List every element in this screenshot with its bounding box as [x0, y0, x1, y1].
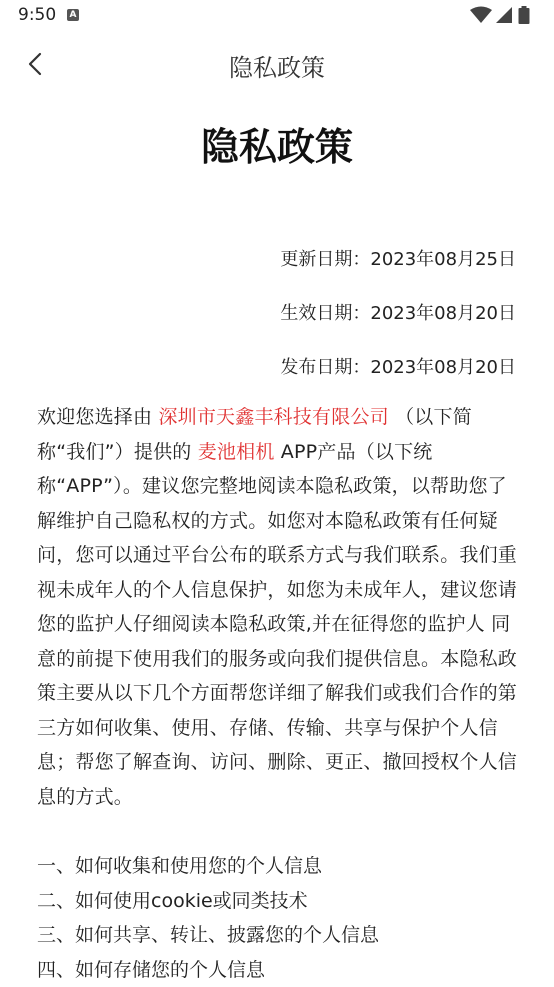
company-name-link[interactable]: 深圳市天鑫丰科技有限公司: [158, 406, 388, 428]
toc-item: 四、如何存储您的个人信息: [37, 953, 519, 987]
app-bar-title: 隐私政策: [0, 48, 554, 83]
intro-paragraph: [37, 400, 519, 814]
status-time: 9:50: [18, 5, 56, 25]
effective-date: 生效日期：2023年08月20日: [280, 299, 516, 325]
status-icons: [470, 6, 540, 24]
intro-text-part1: 欢迎您选择由: [37, 406, 158, 428]
battery-icon: [518, 6, 530, 24]
published-date: 发布日期：2023年08月20日: [280, 353, 516, 379]
status-bar: [0, 0, 554, 32]
wifi-icon: [470, 6, 492, 24]
toc-item: 二、如何使用cookie或同类技术: [37, 884, 519, 919]
updated-date: 更新日期：2023年08月25日: [280, 245, 516, 271]
app-bar: [0, 38, 554, 90]
signal-icon: [495, 6, 513, 24]
app-name-link[interactable]: 麦池相机: [198, 441, 275, 463]
table-of-contents: [37, 849, 519, 987]
document-title: 隐私政策: [0, 116, 554, 171]
toc-item: 三、如何共享、转让、披露您的个人信息: [37, 918, 519, 953]
accessibility-a-icon: A: [67, 9, 79, 21]
intro-text-part3: APP产品（以下统称“APP”）。建议您完整地阅读本隐私政策，以帮助您了解维护自己隐私权的方式。如您对本隐私政策有任何疑问，您可以通过平台公布的联系方式与我们联系。我们重视未成年人的个人信息保护，如您为未成年人，建议您请您的监护人仔细阅读本隐私政策,并在征得您的监护人 同意的前提下使用我们的服务或向我们提供信息。本隐私政策主要从以下几个方面帮您详细了解我们或我们合作的第三方如何收集、使用、存储、传输、共享与保护个人信息；帮您了解查询、访问、删除、更正、撤回授权个人信息的方式。: [37, 441, 517, 808]
intro-text-part2: （以下简称“我们”）提供的: [37, 406, 472, 463]
toc-item: 一、如何收集和使用您的个人信息: [37, 849, 519, 884]
